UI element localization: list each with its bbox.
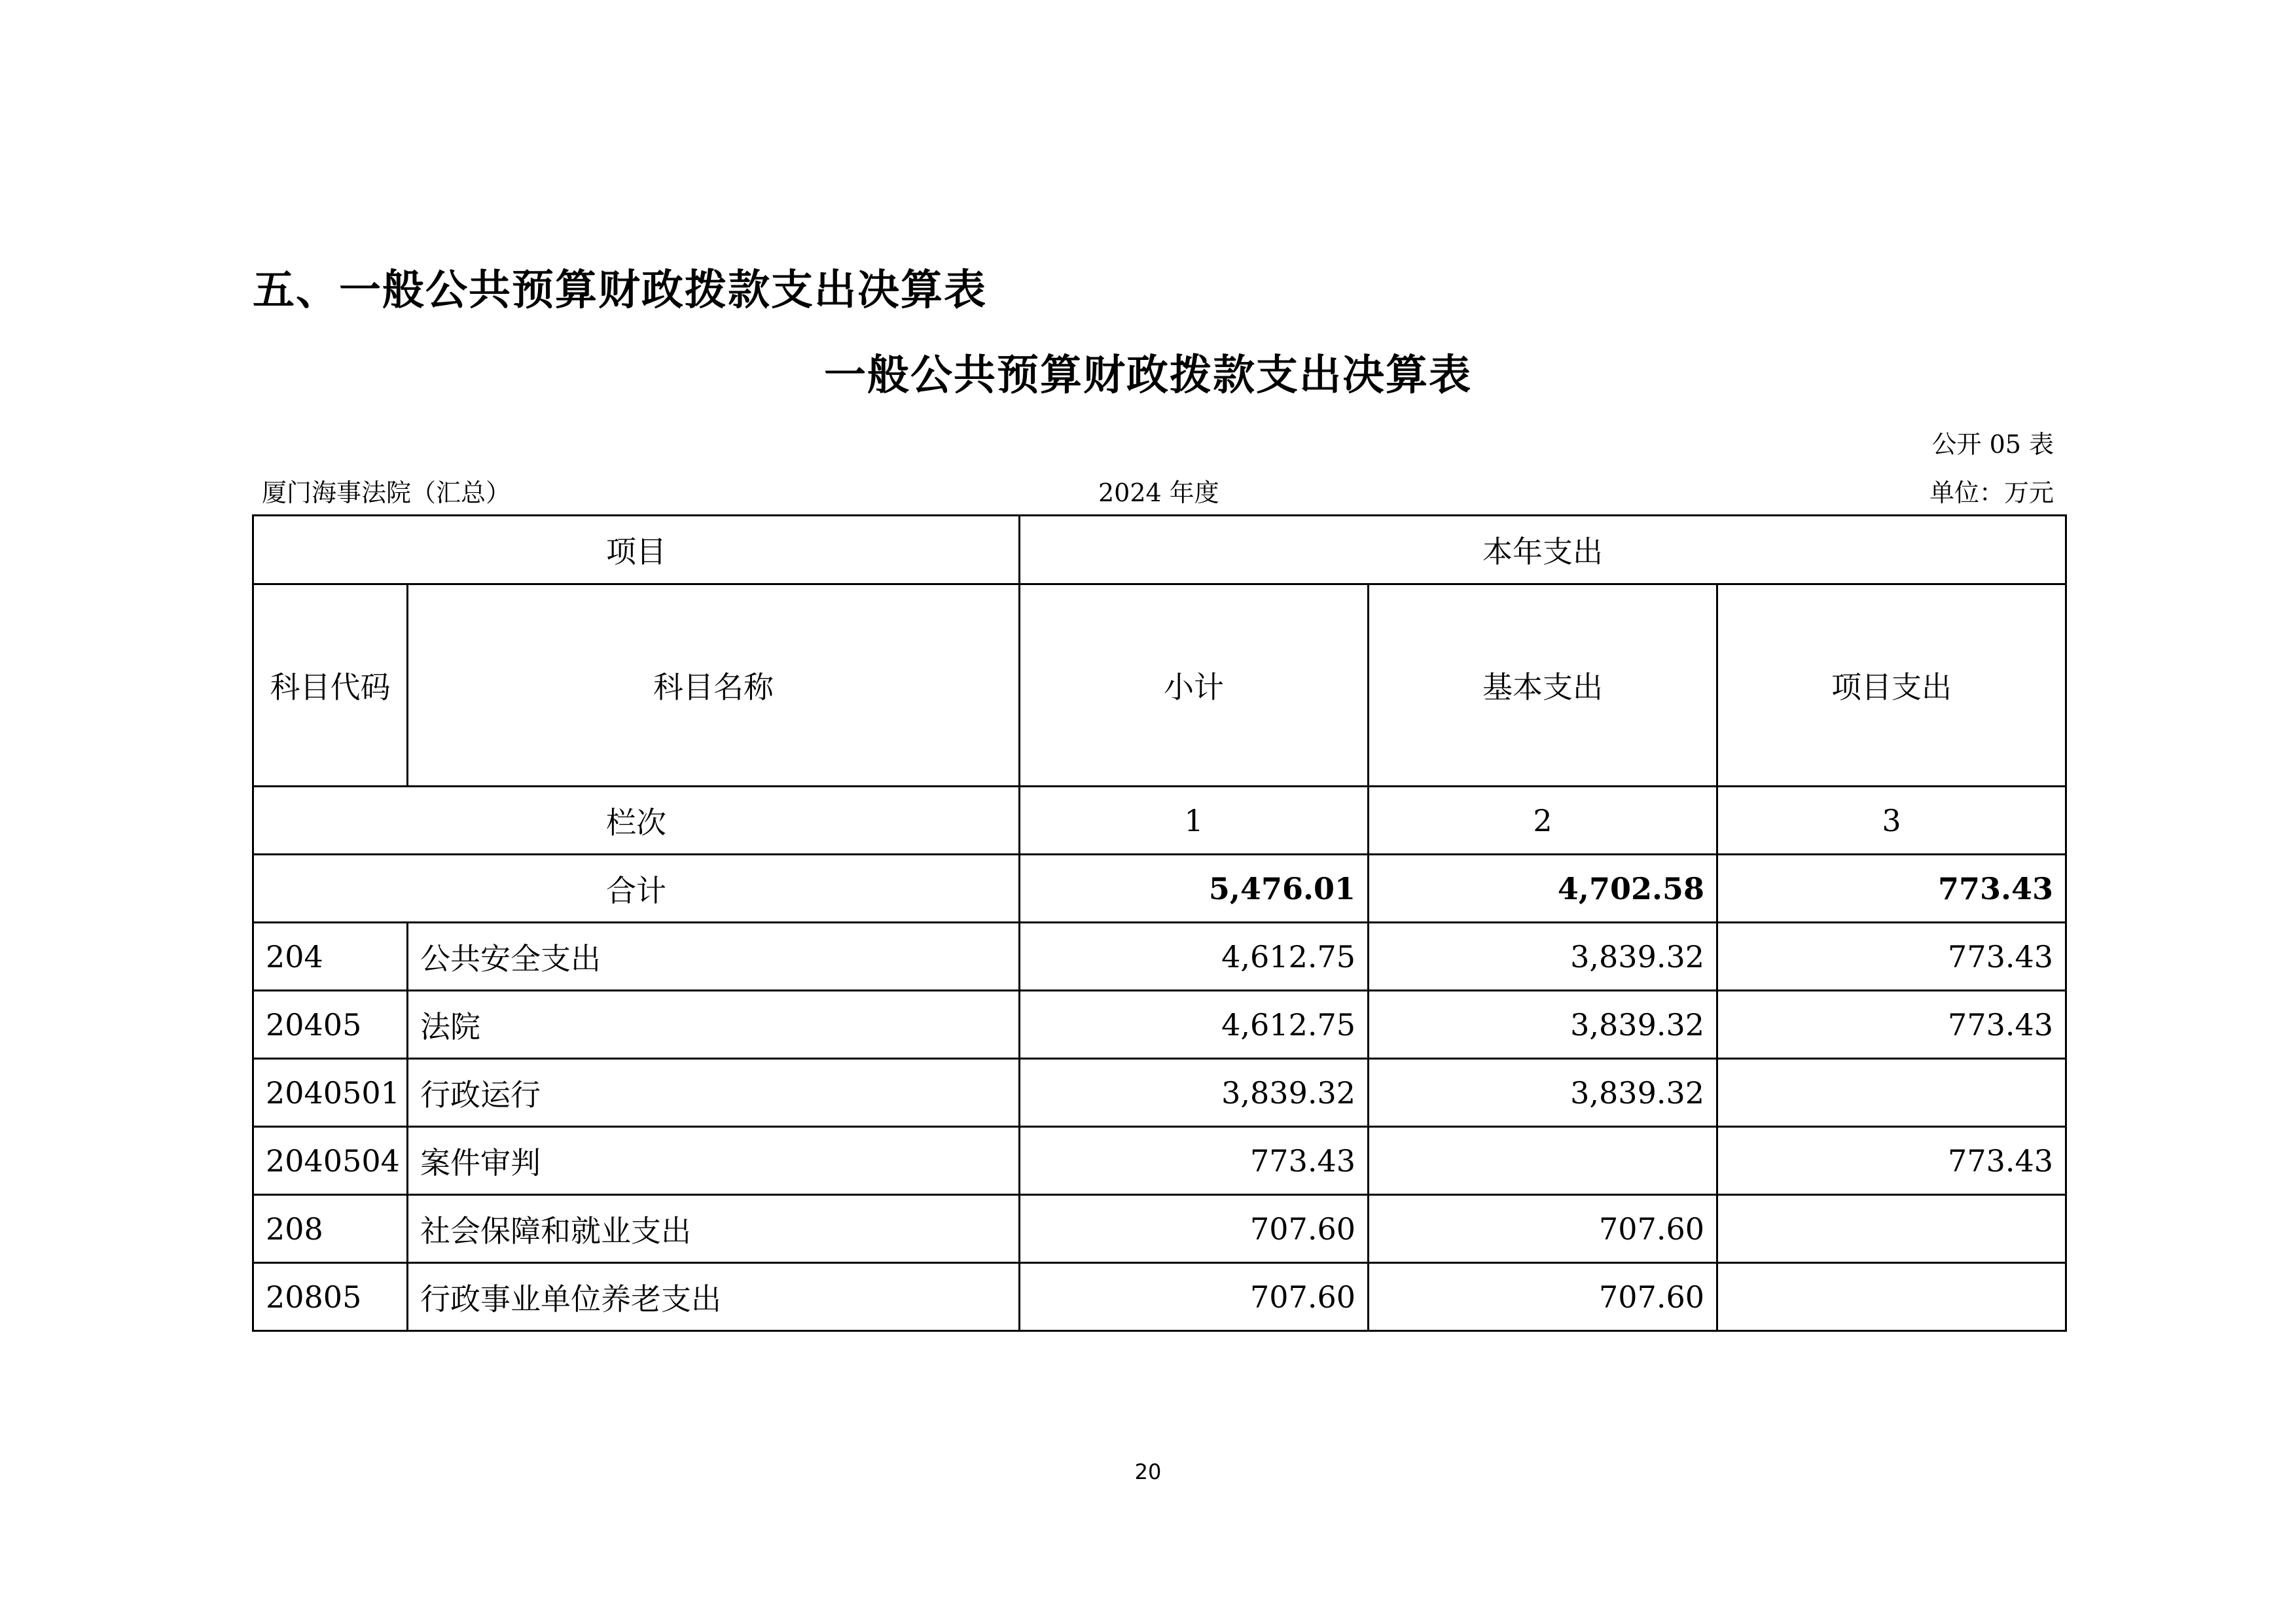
row-subtotal: 4,612.75 xyxy=(1020,991,1369,1059)
row-code: 20805 xyxy=(253,1263,408,1331)
row-name: 公共安全支出 xyxy=(408,923,1020,991)
currency-unit: 单位：万元 xyxy=(1929,478,2054,507)
row-code: 204 xyxy=(253,923,408,991)
row-code: 2040501 xyxy=(253,1059,408,1127)
unit-name: 厦门海事法院（汇总） xyxy=(262,478,511,507)
table-title: 一般公共预算财政拨款支出决算表 xyxy=(824,351,1472,400)
header-subtotal: 小计 xyxy=(1020,584,1369,787)
column-number-3: 3 xyxy=(1717,787,2066,855)
row-basic: 3,839.32 xyxy=(1369,923,1717,991)
row-project: 773.43 xyxy=(1717,991,2066,1059)
header-row-1 xyxy=(253,516,2066,584)
column-number-row xyxy=(253,787,2066,855)
header-code: 科目代码 xyxy=(253,584,408,787)
table-row xyxy=(253,1263,2066,1331)
column-number-1: 1 xyxy=(1020,787,1369,855)
page-number: 20 xyxy=(1134,1459,1162,1484)
fiscal-year: 2024 年度 xyxy=(1098,478,1219,507)
row-subtotal: 707.60 xyxy=(1020,1263,1369,1331)
row-code: 208 xyxy=(253,1195,408,1263)
row-project xyxy=(1717,1059,2066,1127)
row-project xyxy=(1717,1263,2066,1331)
row-basic: 707.60 xyxy=(1369,1263,1717,1331)
header-name: 科目名称 xyxy=(408,584,1020,787)
row-basic xyxy=(1369,1127,1717,1195)
row-basic: 707.60 xyxy=(1369,1195,1717,1263)
table-row xyxy=(253,923,2066,991)
row-subtotal: 3,839.32 xyxy=(1020,1059,1369,1127)
table-row xyxy=(253,1059,2066,1127)
row-subtotal: 707.60 xyxy=(1020,1195,1369,1263)
table-row xyxy=(253,1127,2066,1195)
row-name: 案件审判 xyxy=(408,1127,1020,1195)
table-row xyxy=(253,1195,2066,1263)
header-item: 项目 xyxy=(253,516,1020,584)
total-basic: 4,702.58 xyxy=(1369,855,1717,923)
total-row xyxy=(253,855,2066,923)
row-project xyxy=(1717,1195,2066,1263)
row-code: 2040504 xyxy=(253,1127,408,1195)
row-project: 773.43 xyxy=(1717,1127,2066,1195)
row-code: 20405 xyxy=(253,991,408,1059)
budget-table xyxy=(252,514,2067,1332)
form-number: 公开 05 表 xyxy=(1931,430,2054,459)
row-basic: 3,839.32 xyxy=(1369,991,1717,1059)
total-project: 773.43 xyxy=(1717,855,2066,923)
row-project: 773.43 xyxy=(1717,923,2066,991)
header-expenditure: 本年支出 xyxy=(1020,516,2066,584)
row-name: 法院 xyxy=(408,991,1020,1059)
row-name: 行政事业单位养老支出 xyxy=(408,1263,1020,1331)
row-subtotal: 4,612.75 xyxy=(1020,923,1369,991)
row-basic: 3,839.32 xyxy=(1369,1059,1717,1127)
header-project: 项目支出 xyxy=(1717,584,2066,787)
total-subtotal: 5,476.01 xyxy=(1020,855,1369,923)
row-subtotal: 773.43 xyxy=(1020,1127,1369,1195)
total-label: 合计 xyxy=(253,855,1020,923)
column-number-2: 2 xyxy=(1369,787,1717,855)
column-number-label: 栏次 xyxy=(253,787,1020,855)
header-basic: 基本支出 xyxy=(1369,584,1717,787)
header-row-2 xyxy=(253,584,2066,787)
section-title: 五、一般公共预算财政拨款支出决算表 xyxy=(253,266,987,315)
row-name: 行政运行 xyxy=(408,1059,1020,1127)
row-name: 社会保障和就业支出 xyxy=(408,1195,1020,1263)
table-row xyxy=(253,991,2066,1059)
